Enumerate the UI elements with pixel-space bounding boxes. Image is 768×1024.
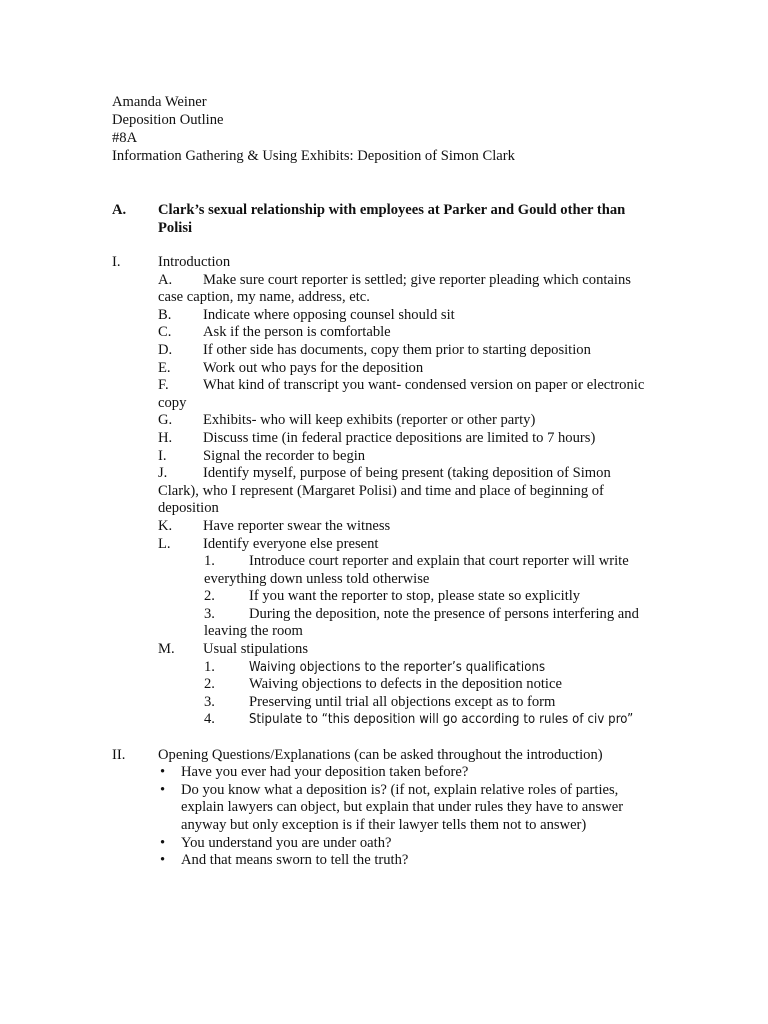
question-text: Do you know what a deposition is? (if not, explain relative roles of parties, explain lawyers can object, but explain that under rules they have to answer anyway but only exception is if their lawyer tells them not to answer) xyxy=(181,781,624,833)
outline-item xyxy=(158,307,650,325)
bullet-icon: • xyxy=(160,781,166,798)
subitem-number: 2. xyxy=(204,676,215,693)
item-text: What kind of transcript you want- condensed version on paper or electronic copy xyxy=(158,377,645,411)
outline-subitem xyxy=(204,659,654,677)
item-letter: F. xyxy=(158,377,169,394)
subitem-number: 1. xyxy=(204,553,215,570)
outline-subitem xyxy=(204,676,654,694)
question-list xyxy=(158,764,628,870)
subitem-text: During the deposition, note the presence of persons interfering and leaving the room xyxy=(204,605,639,640)
item-letter: B. xyxy=(158,306,172,323)
document-type: Deposition Outline xyxy=(112,112,224,128)
item-letter: A. xyxy=(158,271,173,288)
item-letter: E. xyxy=(158,359,171,376)
section-a-marker: A. xyxy=(112,202,127,218)
item-letter: D. xyxy=(158,341,173,358)
item-text: Make sure court reporter is settled; give reporter pleading which contains case caption, my name, address, etc. xyxy=(158,271,631,306)
subitem-text: Introduce court reporter and explain that court reporter will write everything down unless told otherwise xyxy=(204,553,629,587)
question-text: And that means sworn to tell the truth? xyxy=(181,852,409,869)
item-letter: H. xyxy=(158,429,173,446)
item-text: Exhibits- who will keep exhibits (reporter or other party) xyxy=(203,412,536,429)
author-name: Amanda Weiner xyxy=(112,94,207,110)
item-text: Identify myself, purpose of being present (taking deposition of Simon Clark), who I represent (Margaret Polisi) and time and place of beginning of deposition xyxy=(158,465,611,517)
part-one-marker: I. xyxy=(112,254,121,270)
part-one-title: Introduction xyxy=(158,254,231,270)
item-letter: K. xyxy=(158,517,173,534)
list-item xyxy=(158,782,628,835)
subitem-number: 2. xyxy=(204,588,215,605)
item-letter: G. xyxy=(158,412,173,429)
item-letter: I. xyxy=(158,447,167,464)
item-letter: C. xyxy=(158,324,172,341)
subitem-number: 3. xyxy=(204,693,215,710)
item-letter: M. xyxy=(158,641,175,658)
section-a-title: Clark’s sexual relationship with employees at Parker and Gould other than Polisi xyxy=(158,202,626,236)
part-two-title: Opening Questions/Explanations (can be asked throughout the introduction) xyxy=(158,746,603,763)
outline-item xyxy=(158,518,650,536)
outline-body xyxy=(112,254,672,887)
item-text: Indicate where opposing counsel should sit xyxy=(203,306,455,323)
item-text: Have reporter swear the witness xyxy=(203,517,391,534)
subitem-text: If you want the reporter to stop, please state so explicitly xyxy=(249,588,581,605)
section-a-heading xyxy=(112,201,672,237)
outline-subitem xyxy=(204,711,654,729)
outline-item xyxy=(158,324,650,342)
subitem-text: Preserving until trial all objections except as to form xyxy=(249,693,556,710)
bullet-icon: • xyxy=(160,764,166,781)
question-text: Have you ever had your deposition taken before? xyxy=(181,764,469,781)
item-text: Signal the recorder to begin xyxy=(203,447,366,464)
list-item xyxy=(158,852,628,870)
bullet-icon: • xyxy=(160,852,166,869)
subitem-text: Waiving objections to the reporter’s qualifications xyxy=(249,659,546,675)
item-letter: J. xyxy=(158,465,168,482)
outline-item xyxy=(158,448,650,466)
document-header xyxy=(112,93,515,165)
outline-item xyxy=(158,536,650,554)
item-text: Identify everyone else present xyxy=(203,535,379,552)
item-text: Ask if the person is comfortable xyxy=(203,324,391,341)
document-subject: Information Gathering & Using Exhibits: Deposition of Simon Clark xyxy=(112,148,515,164)
subitem-number: 4. xyxy=(204,711,215,728)
bullet-icon: • xyxy=(160,834,166,851)
outline-item xyxy=(158,360,650,378)
item-text: Usual stipulations xyxy=(203,641,308,658)
outline-item xyxy=(158,412,650,430)
item-letter: L. xyxy=(158,535,171,552)
outline-item xyxy=(158,430,650,448)
document-number: #8A xyxy=(112,130,138,146)
list-item xyxy=(158,835,628,853)
outline-item xyxy=(158,377,650,412)
outline-item xyxy=(158,342,650,360)
subitem-text: Stipulate to “this deposition will go according to rules of civ pro” xyxy=(249,712,634,728)
part-one xyxy=(112,254,672,729)
outline-subitem xyxy=(204,588,654,606)
item-text: Discuss time (in federal practice depositions are limited to 7 hours) xyxy=(203,429,596,446)
subitem-text: Waiving objections to defects in the deposition notice xyxy=(249,676,562,693)
list-item xyxy=(158,764,628,782)
item-text: If other side has documents, copy them prior to starting deposition xyxy=(203,341,591,358)
question-text: You understand you are under oath? xyxy=(181,834,392,851)
outline-item xyxy=(158,272,650,307)
subitem-number: 3. xyxy=(204,605,215,622)
outline-item xyxy=(158,465,650,518)
outline-subitem xyxy=(204,606,654,641)
part-two-marker: II. xyxy=(112,746,126,763)
outline-item xyxy=(158,641,650,659)
subitem-number: 1. xyxy=(204,658,215,675)
outline-subitem xyxy=(204,694,654,712)
outline-subitem xyxy=(204,553,654,588)
item-text: Work out who pays for the deposition xyxy=(203,359,424,376)
part-two xyxy=(112,747,672,870)
